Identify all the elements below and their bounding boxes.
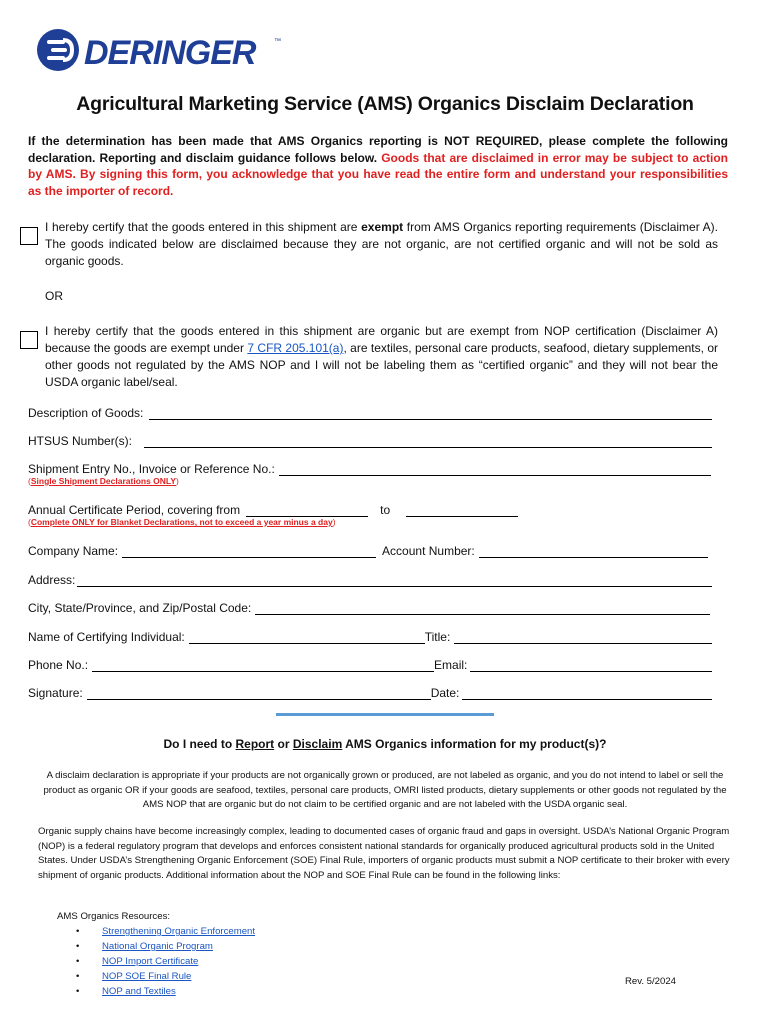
annual-to-label: to bbox=[380, 503, 391, 517]
title-label: Title: bbox=[424, 630, 451, 644]
resources-title: AMS Organics Resources: bbox=[57, 911, 171, 922]
shipment-entry-input[interactable] bbox=[279, 461, 711, 476]
disclaimer-a-text: I hereby certify that the goods entered in this shipment are exempt from AMS Organics reporting requirements (Disclaimer A). The goods indicated below are disclaimed because they are not organic, are not certified organic and will not be sold as organic goods. bbox=[45, 220, 719, 268]
deringer-emblem-icon bbox=[37, 29, 79, 71]
disclaimer-a-checkbox[interactable] bbox=[20, 227, 38, 245]
company-input[interactable] bbox=[122, 543, 376, 558]
exempt-emphasis: exempt bbox=[361, 220, 404, 234]
certifier-label: Name of Certifying Individual: bbox=[28, 630, 185, 644]
svg-text:™: ™ bbox=[274, 38, 281, 45]
resource-link-nop[interactable]: National Organic Program bbox=[102, 941, 213, 952]
htsus-label: HTSUS Number(s): bbox=[28, 434, 133, 448]
company-label: Company Name: bbox=[28, 544, 119, 558]
email-input[interactable] bbox=[470, 657, 712, 672]
organic-supply-paragraph: Organic supply chains have become increasingly complex, leading to documented cases of organic fraud and gaps in oversight. USDA’s National Organic Program (NOP) is a federal regulatory program that develops and enforces consistent national standards for organically produced agricultural products sold in the United States. Under USDA’s Strengthening Organic Enforcement (SOE) Final Rule, importers of organic products must submit a NOP certificate to their broker with every shipment of organic products. Additional information about the NOP and SOE Final Rule can be found in the following links: bbox=[38, 826, 730, 881]
section-divider bbox=[276, 713, 494, 716]
description-input[interactable] bbox=[149, 405, 712, 420]
address-input[interactable] bbox=[77, 572, 712, 587]
deringer-wordmark: DERINGER bbox=[84, 34, 256, 72]
htsus-field-row bbox=[28, 430, 712, 448]
address-label: Address: bbox=[28, 573, 76, 587]
intro-paragraph bbox=[28, 133, 728, 199]
list-item bbox=[76, 954, 255, 969]
resource-link-import-certificate[interactable]: NOP Import Certificate bbox=[102, 956, 199, 967]
email-label: Email: bbox=[434, 658, 468, 672]
deringer-logo bbox=[36, 27, 286, 77]
report-or-disclaim-heading: Do I need to Report or Disclaim AMS Organics information for my product(s)? bbox=[163, 737, 607, 751]
bullet-icon: • bbox=[76, 926, 80, 937]
list-item bbox=[76, 969, 255, 984]
certifier-title-row bbox=[28, 626, 712, 644]
resource-link-soe[interactable]: Strengthening Organic Enforcement bbox=[102, 926, 256, 937]
annual-period-label: Annual Certificate Period, covering from bbox=[28, 503, 241, 517]
bullet-icon: • bbox=[76, 986, 80, 997]
cfr-205-101a-link[interactable]: 7 CFR 205.101(a) bbox=[247, 341, 344, 355]
company-account-row bbox=[28, 540, 708, 558]
account-input[interactable] bbox=[479, 543, 708, 558]
shipment-entry-field-row bbox=[28, 458, 711, 476]
page-title: Agricultural Marketing Service (AMS) Organics Disclaim Declaration bbox=[76, 93, 694, 115]
description-field-row bbox=[28, 402, 712, 420]
address-field-row bbox=[28, 569, 712, 587]
phone-email-row bbox=[28, 654, 712, 672]
account-label: Account Number: bbox=[382, 544, 475, 558]
list-item bbox=[76, 924, 255, 939]
resource-link-textiles[interactable]: NOP and Textiles bbox=[102, 986, 176, 997]
htsus-input[interactable] bbox=[144, 433, 712, 448]
annual-period-field-row bbox=[28, 499, 528, 517]
blanket-declaration-note: (Complete ONLY for Blanket Declarations, not to exceed a year minus a day) bbox=[28, 517, 336, 527]
certifier-input[interactable] bbox=[189, 629, 425, 644]
bullet-icon: • bbox=[76, 941, 80, 952]
city-label: City, State/Province, and Zip/Postal Code: bbox=[28, 601, 252, 615]
bullet-icon: • bbox=[76, 971, 80, 982]
disclaim-guidance-paragraph: A disclaim declaration is appropriate if your products are not organically grown or produced, are not labeled as organic, and you do not intend to label or sell the product as organic OR if your goods are seafood, textiles, personal care products, OMRI listed products, dietary supplements or other goods not regulated by the AMS NOP that are organic but do not claim to be certified organic and are not labeled with the USDA organic seal. bbox=[43, 770, 727, 810]
disclaimer-b-text: I hereby certify that the goods entered in this shipment are organic but are exempt from NOP certification (Disclaimer A) because the goods are exempt under 7 CFR 205.101(a), are textiles, personal care products, seafood, dietary supplements, or other goods not regulated by the AMS NOP and I will not be labeling them as “certified organic” and they will not bear the USDA organic label/seal. bbox=[45, 324, 718, 389]
single-shipment-note: (Single Shipment Declarations ONLY) bbox=[28, 476, 179, 486]
annual-from-input[interactable] bbox=[246, 502, 368, 517]
city-field-row bbox=[28, 597, 710, 615]
list-item bbox=[76, 939, 255, 954]
annual-to-input[interactable] bbox=[406, 502, 518, 517]
bullet-icon: • bbox=[76, 956, 80, 967]
title-input[interactable] bbox=[454, 629, 712, 644]
city-input[interactable] bbox=[255, 600, 710, 615]
phone-label: Phone No.: bbox=[28, 658, 89, 672]
intro-warning-text: Goods that are disclaimed in error may be subject to action by AMS. By signing this form, you acknowledge that you have read the entire form and understand your responsibilities as the importer of record. bbox=[28, 150, 728, 198]
disclaimer-b-checkbox[interactable] bbox=[20, 331, 38, 349]
signature-date-row bbox=[28, 682, 712, 700]
resource-link-soe-final-rule[interactable]: NOP SOE Final Rule bbox=[102, 971, 192, 982]
revision-label: Rev. 5/2024 bbox=[625, 976, 677, 987]
intro-bold-text: If the determination has been made that AMS Organics reporting is NOT REQUIRED, please complete the following declaration. Reporting and disclaim guidance follows below. bbox=[28, 134, 728, 165]
list-item bbox=[76, 984, 255, 999]
signature-input[interactable] bbox=[87, 685, 431, 700]
date-input[interactable] bbox=[462, 685, 712, 700]
or-separator: OR bbox=[45, 289, 63, 303]
resources-list bbox=[76, 924, 255, 999]
date-label: Date: bbox=[430, 686, 460, 700]
phone-input[interactable] bbox=[92, 657, 434, 672]
shipment-entry-label: Shipment Entry No., Invoice or Reference No.: bbox=[28, 462, 275, 476]
signature-label: Signature: bbox=[28, 686, 83, 700]
description-label: Description of Goods: bbox=[28, 406, 144, 420]
